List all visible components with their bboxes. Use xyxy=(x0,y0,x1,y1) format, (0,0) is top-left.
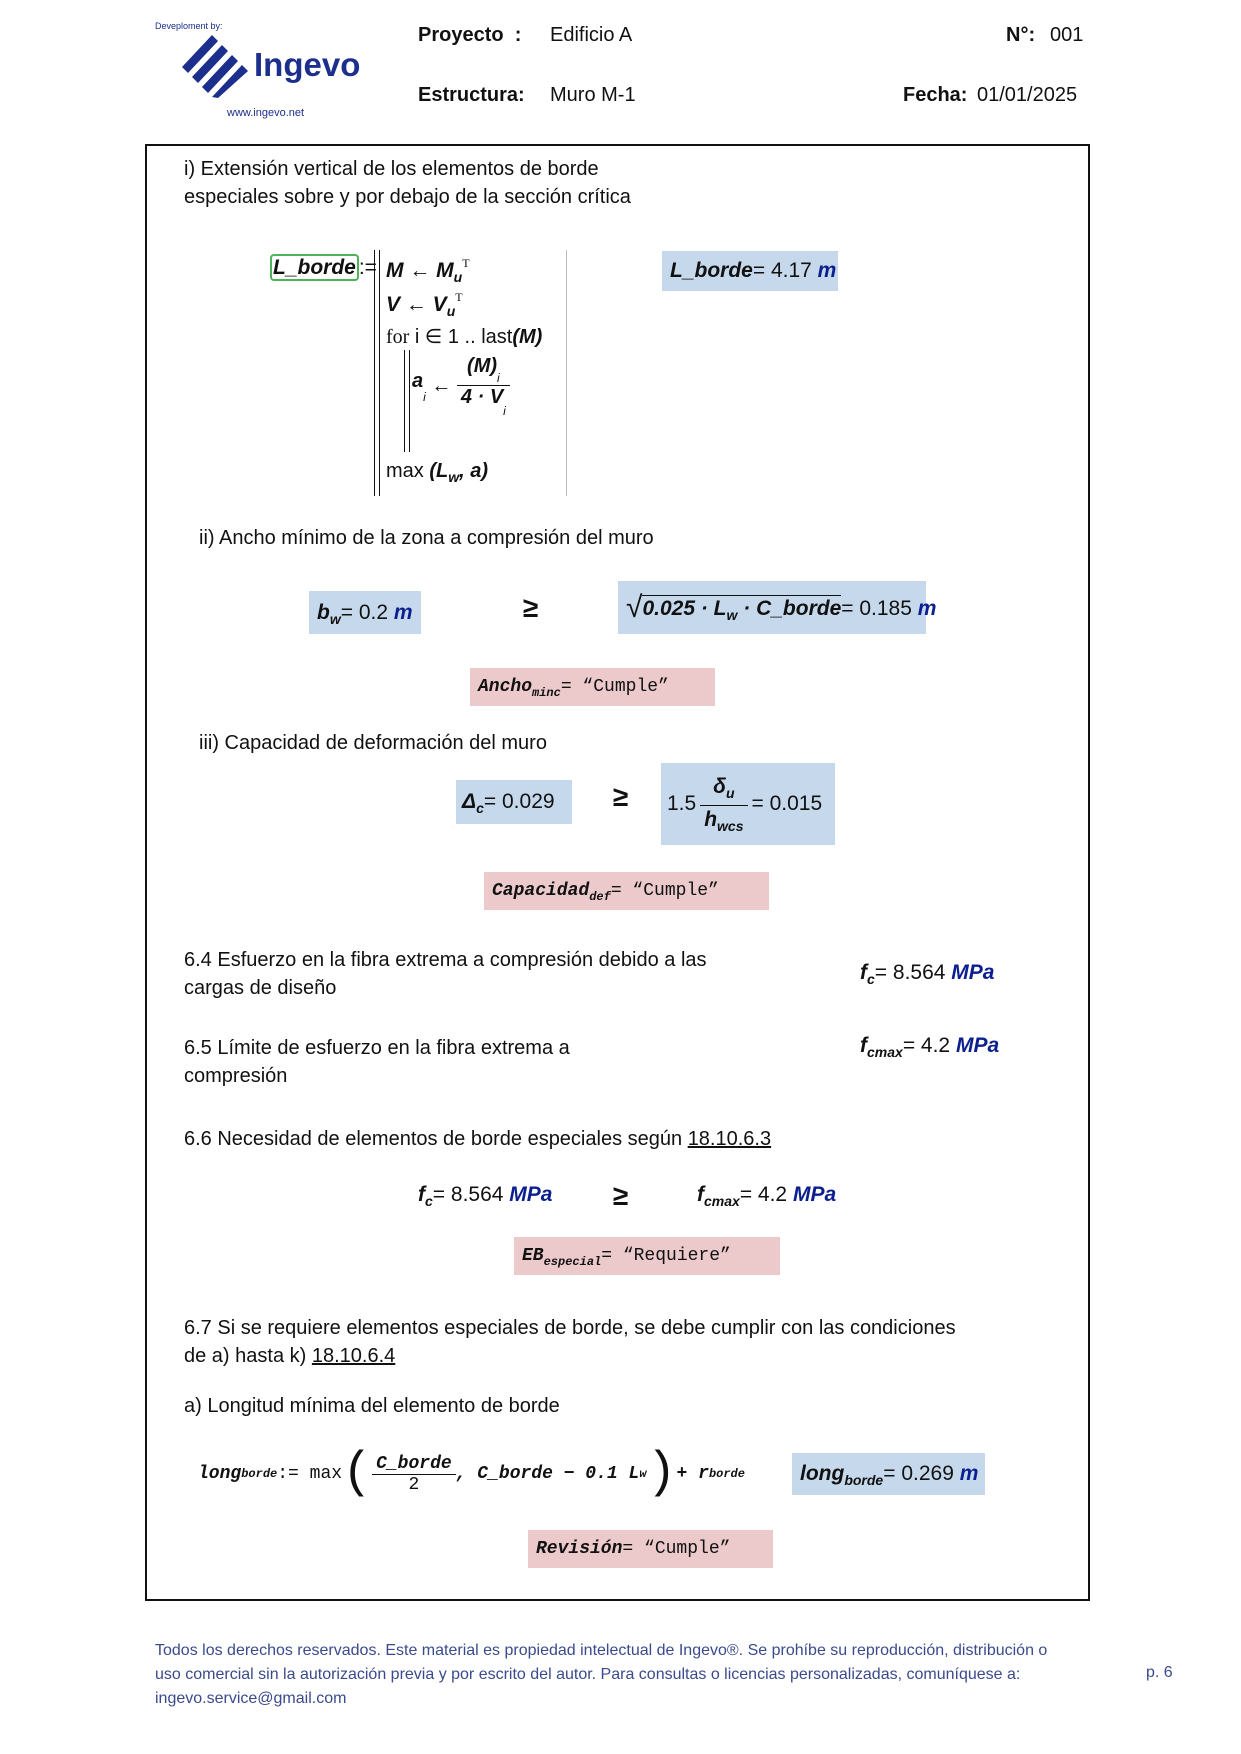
program-inner-bar xyxy=(404,350,410,452)
dev-by-label: Deveploment by: xyxy=(155,21,223,31)
ancho-check: Ancho$_{minc}$= “Cumple” xyxy=(470,668,715,706)
geq-symbol-iii: ≥ xyxy=(613,781,629,812)
prog-line-for: for i ∈ 1 .. last(M) xyxy=(386,326,543,348)
section-i-title xyxy=(184,155,631,211)
section-ii-title: ii) Ancho mínimo de la zona a compresión del muro xyxy=(199,527,654,549)
numero-value: 001 xyxy=(1050,24,1084,46)
ingevo-logo-icon xyxy=(180,33,250,98)
geq-symbol-ii: ≥ xyxy=(523,592,539,623)
eb-especial-check: $EB_{especial}=$ “Requiere” xyxy=(514,1237,780,1275)
section-66-title: 6.6 Necesidad de elementos de borde especiales según 18.10.6.3 xyxy=(184,1128,772,1150)
fcmax-compare: $f_{cmax}= 4.2$ MPa xyxy=(697,1183,837,1209)
website-link[interactable]: www.ingevo.net xyxy=(227,107,305,119)
numero-label: N°: xyxy=(1006,24,1036,46)
footer-email[interactable]: ingevo.service@gmail.com xyxy=(155,1690,347,1707)
fc-value: $f_c= 8.564$ MPa xyxy=(860,961,995,987)
bw-result: $b_w= 0.2$ m xyxy=(309,591,421,634)
lborde-var[interactable]: L_borde xyxy=(270,254,359,281)
section-67a-title: a) Longitud mínima del elemento de borde xyxy=(184,1395,560,1417)
program-right-bar xyxy=(566,250,567,496)
header xyxy=(0,0,1241,130)
sqrt-result: $√0.025 \cdot L_w$ · C_borde= 0.185 m xyxy=(618,581,926,634)
ref-18-10-6-3-link[interactable]: 18.10.6.3 xyxy=(687,1128,772,1150)
section-i-title-line2: especiales sobre y por debajo de la sección crítica xyxy=(184,186,631,208)
page-number: p. 6 xyxy=(1146,1664,1173,1681)
prog-line-m: M ← $M_u^T$ xyxy=(386,256,470,285)
long-borde-result: long$_{borde}$= 0.269 m xyxy=(792,1453,985,1495)
prog-line-max: $\max (L_w$, a) xyxy=(386,460,489,485)
proyecto-label: Proyecto : xyxy=(418,24,522,46)
prog-line-a: $a_i$ ← $\frac{(M)_i}{4 \cdot V_i}$ xyxy=(412,355,510,418)
ref-18-10-6-4-link[interactable]: 18.10.6.4 xyxy=(311,1345,396,1367)
ratio-result: 1.5 $\frac{\delta_u}{h_{wcs}}$ = 0.015 xyxy=(661,763,835,845)
footer-copyright: Todos los derechos reservados. Este material es propiedad intelectual de Ingevo®. Se prohíbe su reproducción, distribución o uso comercial sin la autorización previa y por escrito del autor. Para consultas o licencias personalizadas, comuníquese a: ingevo.service@gmail.com xyxy=(155,1639,1085,1711)
logo-text: Ingevo xyxy=(254,46,361,83)
section-i-title-line1: i) Extensión vertical de los elementos de borde xyxy=(184,158,599,180)
proyecto-value: Edificio A xyxy=(550,24,633,46)
fecha-label: Fecha: xyxy=(903,84,968,106)
section-64-title: 6.4 Esfuerzo en la fibra extrema a compresión debido a las cargas de diseño xyxy=(184,949,707,999)
fecha-value: 01/01/2025 xyxy=(977,84,1078,106)
estructura-value: Muro M-1 xyxy=(550,84,636,106)
fcmax-value: $f_{cmax}= 4.2$ MPa xyxy=(860,1034,1000,1060)
long-borde-definition: long borde := max ( $\frac{\text{C\_borde}}{2}$ , C_borde − 0.1 L w ) + r borde xyxy=(198,1445,745,1502)
fc-compare: $f_c= 8.564$ MPa xyxy=(418,1183,553,1209)
section-67-title: 6.7 Si se requiere elementos especiales de borde, se debe cumplir con las condiciones de a) hasta k) 18.10.6.4 xyxy=(184,1317,956,1367)
lborde-definition xyxy=(270,256,377,280)
section-65-title: 6.5 Límite de esfuerzo en la fibra extrema a compresión xyxy=(184,1037,570,1087)
estructura-label: Estructura: xyxy=(418,84,525,106)
geq-symbol-66: ≥ xyxy=(613,1180,629,1211)
assign-op: := xyxy=(358,256,377,279)
lborde-result: L_borde= 4.17 m xyxy=(662,251,838,291)
capacidad-check: Capacidad$_{def}$= “Cumple” xyxy=(484,872,769,910)
section-iii-title: iii) Capacidad de deformación del muro xyxy=(199,732,547,754)
delta-result: $\Delta_c= 0.029$ xyxy=(456,780,572,824)
prog-line-v: V ← $V_u^T$ xyxy=(386,290,463,319)
revision-check: Revisión= “Cumple” xyxy=(528,1530,773,1568)
a-fraction: $\frac{(M)_i}{4 \cdot V_i}$ xyxy=(457,355,510,418)
program-left-bar xyxy=(374,250,380,496)
